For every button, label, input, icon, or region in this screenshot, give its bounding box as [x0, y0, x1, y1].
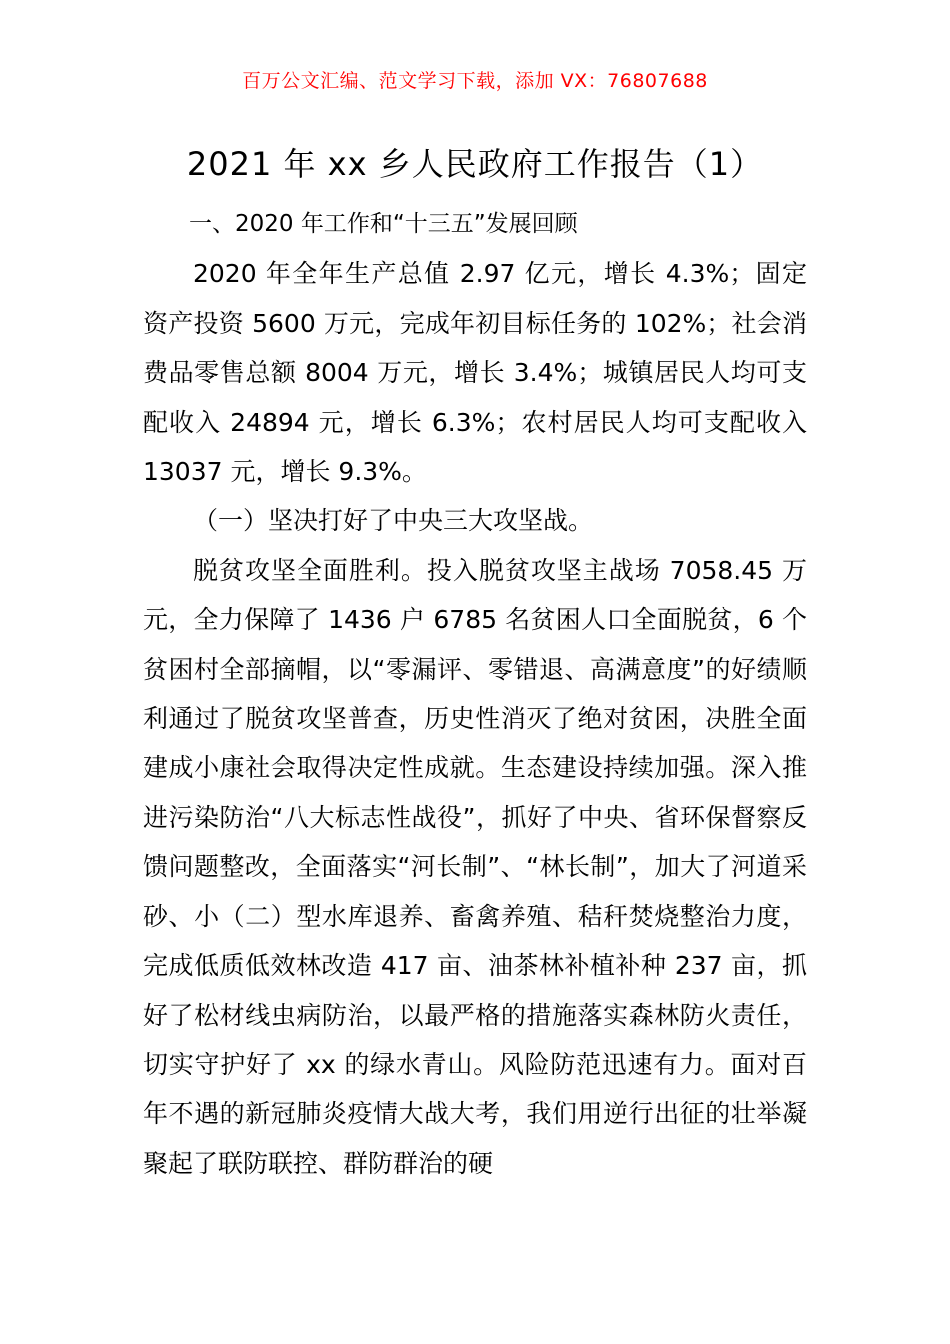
subheading-poverty: （一）坚决打好了中央三大攻坚战。 [193, 506, 594, 536]
document-body [143, 200, 807, 1188]
paragraph-summary: 2020 年全年生产总值 2.97 亿元，增长 4.3%；固定资产投资 5600 万元，完成年初目标任务的 102%；社会消费品零售总额 8004 万元，增长 3.4%；城镇居民人均可支配收入 24894 元，增长 6.3%；农村居民人均可支配收入 13037 元，增长 9.3%。 [143, 259, 807, 487]
document-title: 2021 年 xx 乡人民政府工作报告（1） [186, 145, 764, 183]
paragraph-poverty: 脱贫攻坚全面胜利。投入脱贫攻坚主战场 7058.45 万元，全力保障了 1436 户 6785 名贫困人口全面脱贫，6 个贫困村全部摘帽，以“零漏评、零错退、高满意度”的好绩顺利通过了脱贫攻坚普查，历史性消灭了绝对贫困，决胜全面建成小康社会取得决定性成就。生态建设持续加强。深入推进污染防治“八大标志性战役”，抓好了中央、省环保督察反馈问题整改，全面落实“河长制”、“林长制”，加大了河道采砂、小（二）型水库退养、畜禽养殖、秸秆焚烧整治力度，完成低质低效林改造 417 亩、油茶林补植补种 237 亩，抓好了松材线虫病防治，以最严格的措施落实森林防火责任，切实守护好了 xx 的绿水青山。风险防范迅速有力。面对百年不遇的新冠肺炎疫情大战大考，我们用逆行出征的壮举凝聚起了联防联控、群防群治的硬 [143, 555, 807, 1178]
header-banner: 百万公文汇编、范文学习下载，添加 VX：76807688 [242, 70, 708, 92]
section-heading: 一、2020 年工作和“十三五”发展回顾 [189, 211, 578, 237]
